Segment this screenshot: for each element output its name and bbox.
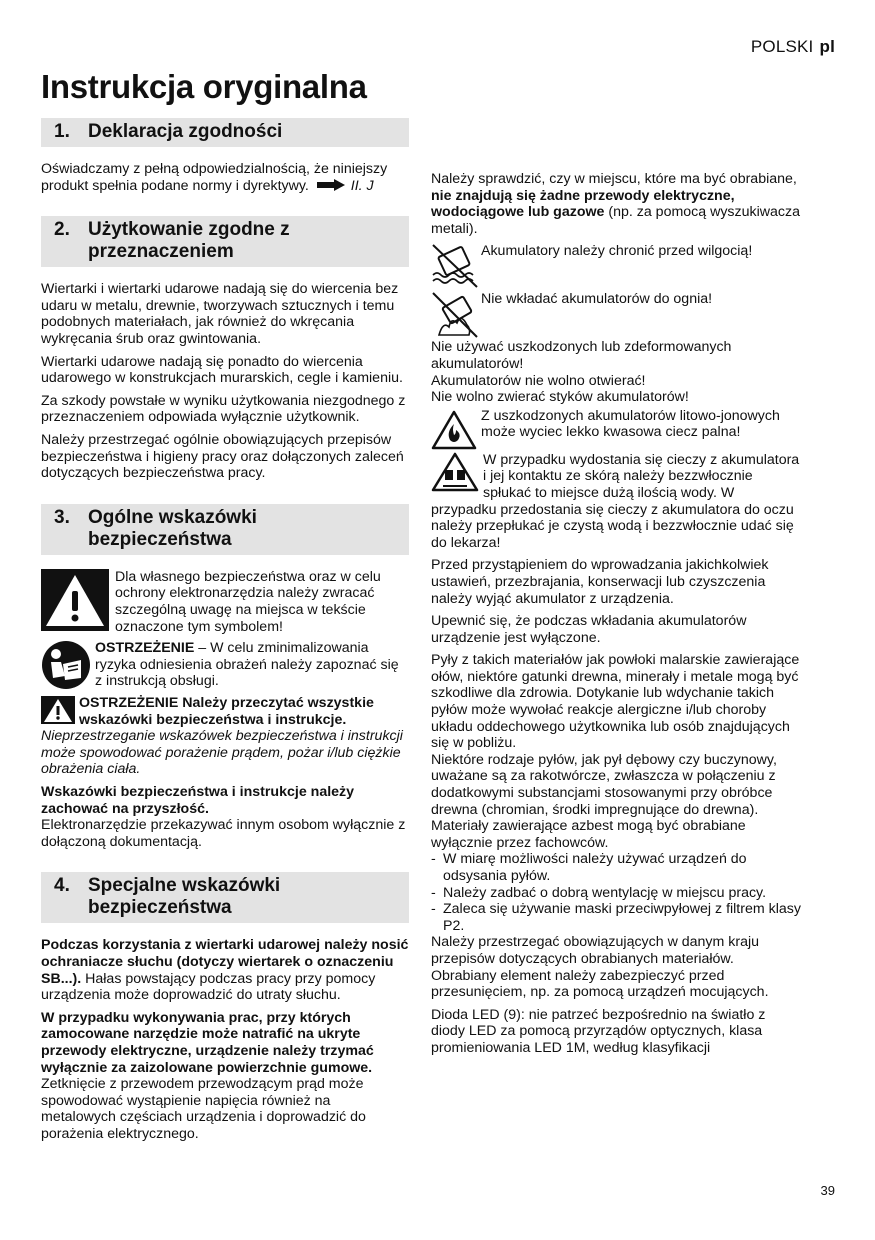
read-instructions-bold: OSTRZEŻENIE Należy przeczytać wszystkie wskazówki bezpieczeństwa i instrukcje. xyxy=(79,695,374,728)
section-2-p4: Należy przestrzegać ogólnie obowiązujących przepisów bezpieczeństwa i higieny pracy oraz dołączonych zaleceń dotyczących bezpieczeństwa pracy. xyxy=(41,431,404,482)
section-2-number: 2. xyxy=(54,219,70,241)
page-number: 39 xyxy=(820,1183,835,1198)
section-1-title: Deklaracja zgodności xyxy=(88,121,283,142)
moisture-text: Akumulatory należy chronić przed wilgocią! xyxy=(481,243,753,260)
fire-row xyxy=(431,291,801,339)
keep-instructions xyxy=(41,784,409,850)
keep-instructions-bold: Wskazówki bezpieczeństwa i instrukcje należy zachować na przyszłość. xyxy=(41,784,355,817)
section-2-p1: Wiertarki i wiertarki udarowe nadają się do wiercenia bez udaru w metalu, drewnie, tworzywach sztucznych i temu podobnych materiałach, jak również do wkręcania wykręcania śrub oraz gwintowania. xyxy=(41,281,399,347)
manual-warning-text xyxy=(95,640,409,690)
safety-symbol-row xyxy=(41,569,409,635)
declaration-ref: II. J xyxy=(350,177,374,194)
regulations-text: Należy przestrzegać obowiązujących w danym kraju przepisów dotyczących obrabianych materiałów. xyxy=(431,934,760,967)
language-name: POLSKI xyxy=(750,37,814,56)
battery-rules xyxy=(431,339,801,405)
check-wires-bold: nie znajdują się żadne przewody elektryczne, wodociągowe lub gazowe xyxy=(431,187,735,221)
dust-measures-list xyxy=(431,851,801,934)
language-code: pl xyxy=(819,37,835,56)
acid-row xyxy=(431,408,801,450)
section-3-number: 3. xyxy=(54,506,70,528)
read-instructions-warning xyxy=(41,695,409,778)
dust-block xyxy=(431,652,801,851)
page-title: Instrukcja oryginalna xyxy=(41,68,367,105)
section-1-paragraph xyxy=(41,161,409,194)
asbestos: Materiały zawierające azbest mogą być obrabiane wyłącznie przez fachowców. xyxy=(431,818,746,851)
dust-carcinogenic: Niektóre rodzaje pyłów, jak pył dębowy czy buczynowy, uważane są za rakotwórcze, zwłaszcza w połączeniu z dodatkowymi substancjami stosowanymi przy obróbce drewna (chromian, środki impregnujące do drewna). xyxy=(431,751,777,818)
hearing-protection-text: Hałas powstający podczas pracy przy pomocy urządzenia może doprowadzić do utraty słuchu. xyxy=(41,970,376,1004)
battery-fire-icon xyxy=(431,291,479,339)
right-column xyxy=(431,117,801,1063)
no-short-text: Nie wolno zwierać styków akumulatorów! xyxy=(431,389,689,406)
damaged-text: Nie używać uszkodzonych lub zdeformowanych akumulatorów! xyxy=(431,339,732,372)
hidden-wires-text: Zetknięcie z przewodem przewodzącym prąd może spowodować wystąpienie napięcia również na metalowych częściach urządzenia i doprowadzić do porażenia elektrycznego. xyxy=(41,1076,366,1142)
list-item: - Należy zadbać o dobrą wentylację w miejscu pracy. xyxy=(431,885,801,902)
switched-off: Upewnić się, że podczas wkładania akumulatorów urządzenie jest wyłączone. xyxy=(431,613,747,646)
secure-workpiece: Obrabiany element należy zabezpieczyć przed przesunięciem, np. za pomocą urządzeń mocujących. xyxy=(431,967,769,1001)
section-1-heading xyxy=(41,118,409,147)
section-2-p3: Za szkody powstałe w wyniku użytkowania niezgodnego z przeznaczeniem odpowiada wyłącznie użytkownik. xyxy=(41,392,406,426)
skin-contact-text: W przypadku wydostania się cieczy z akumulatora i jej kontaktu ze skórą należy bezzwłocznie spłukać to miejsce dużą ilością wody. W przypadku przedostania się cieczy z akumulatora do oczu należy przepłukać je czystą wodą i bezzwłocznie udać się do lekarza! xyxy=(431,451,800,551)
section-2-title: Użytkowanie zgodne z przeznaczeniem xyxy=(88,219,290,263)
remove-battery: Przed przystąpieniem do wprowadzania jakichkolwiek ustawień, przezbrajania, konserwacji lub czyszczenia należy wyjąć akumulator z urządzenia. xyxy=(431,557,769,607)
skin-contact xyxy=(431,452,801,552)
fire-text: Nie wkładać akumulatorów do ognia! xyxy=(481,291,713,308)
corrosive-icon xyxy=(431,452,479,492)
flammable-icon xyxy=(431,410,477,450)
led-warning: Dioda LED (9): nie patrzeć bezpośrednio na światło z diody LED za pomocą przyrządów optycznych, klasa promieniowania LED 1M, według klasyfikacji xyxy=(431,1006,766,1056)
hidden-wires-bold: W przypadku wykonywania prac, przy których zamocowane narzędzie może natrafić na ukryte przewody elektryczne, urządzenie należy trzymać wyłącznie za zaizolowane powierzchnie gumowe. xyxy=(41,1009,374,1076)
section-2-p2: Wiertarki udarowe nadają się ponadto do wiercenia udarowego w konstrukcjach murarskich, cegle i kamieniu. xyxy=(41,353,403,387)
acid-text: Z uszkodzonych akumulatorów litowo-jonowych może wyciec lekko kwasowa ciecz palna! xyxy=(481,407,780,441)
section-4-number: 4. xyxy=(54,875,70,897)
section-3-title: Ogólne wskazówki bezpieczeństwa xyxy=(88,506,257,550)
warning-small-icon xyxy=(41,696,75,724)
manual-warning-label: OSTRZEŻENIE xyxy=(95,640,195,657)
list-item: - Zaleca się używanie maski przeciwpyłowej z filtrem klasy P2. xyxy=(431,901,801,934)
section-2-heading xyxy=(41,216,409,267)
read-manual-icon xyxy=(41,640,91,690)
section-4-p2 xyxy=(41,1010,409,1143)
left-column xyxy=(41,118,409,1149)
warning-triangle-icon xyxy=(41,569,109,631)
dust-harmful: Pyły z takich materiałów jak powłoki malarskie zawierające ołów, niektóre gatunki drewna, minerały i metale mogą być szkodliwe dla zdrowia. Dotykanie lub wdychanie takich pyłów może wywołać reakcje alergiczne i/lub choroby układu oddechowego użytkownika lub osób znajdujących się w pobliżu. xyxy=(431,652,800,752)
hearing-protection-bold: Podczas korzystania z wiertarki udarowej należy nosić ochraniacze słuchu (dotyczy wiertarek o oznaczeniu SB...). xyxy=(41,937,409,987)
keep-instructions-text: Elektronarzędzie przekazywać innym osobom wyłącznie z dołączoną dokumentacją. xyxy=(41,817,406,850)
list-item: - W miarę możliwości należy używać urządzeń do odsysania pyłów. xyxy=(431,851,801,884)
safety-symbol-text: Dla własnego bezpieczeństwa oraz w celu ochrony elektronarzędzia należy zwracać szczególną uwagę na miejsca w tekście oznaczone tym symbolem! xyxy=(115,568,381,635)
declaration-text: Oświadczamy z pełną odpowiedzialnością, że niniejszy produkt spełnia podane normy i dyrektywy. xyxy=(41,161,388,194)
read-instructions-italic: Nieprzestrzeganie wskazówek bezpieczeństwa i instrukcji może spowodować porażenie prądem, pożar i/lub ciężkie obrażenia ciała. xyxy=(41,728,403,778)
language-header xyxy=(751,37,835,57)
section-3-heading xyxy=(41,504,409,555)
arrow-icon xyxy=(317,179,345,191)
section-1-number: 1. xyxy=(54,121,70,142)
regulations-block xyxy=(431,934,801,1000)
check-wires-post: (np. za pomocą wyszukiwacza metali). xyxy=(431,204,800,237)
check-wires xyxy=(431,171,801,237)
section-4-heading xyxy=(41,872,409,923)
manual-warning-row xyxy=(41,640,409,690)
no-open-text: Akumulatorów nie wolno otwierać! xyxy=(431,372,646,389)
manual-warning-body: – W celu zminimalizowania ryzyka odniesienia obrażeń należy zapoznać się z instrukcją obsługi. xyxy=(95,640,399,690)
moisture-row xyxy=(431,243,801,289)
section-4-p1 xyxy=(41,937,409,1003)
check-wires-pre: Należy sprawdzić, czy w miejscu, które ma być obrabiane, xyxy=(431,171,797,187)
section-4-title: Specjalne wskazówki bezpieczeństwa xyxy=(88,875,281,919)
battery-moisture-icon xyxy=(431,243,479,289)
